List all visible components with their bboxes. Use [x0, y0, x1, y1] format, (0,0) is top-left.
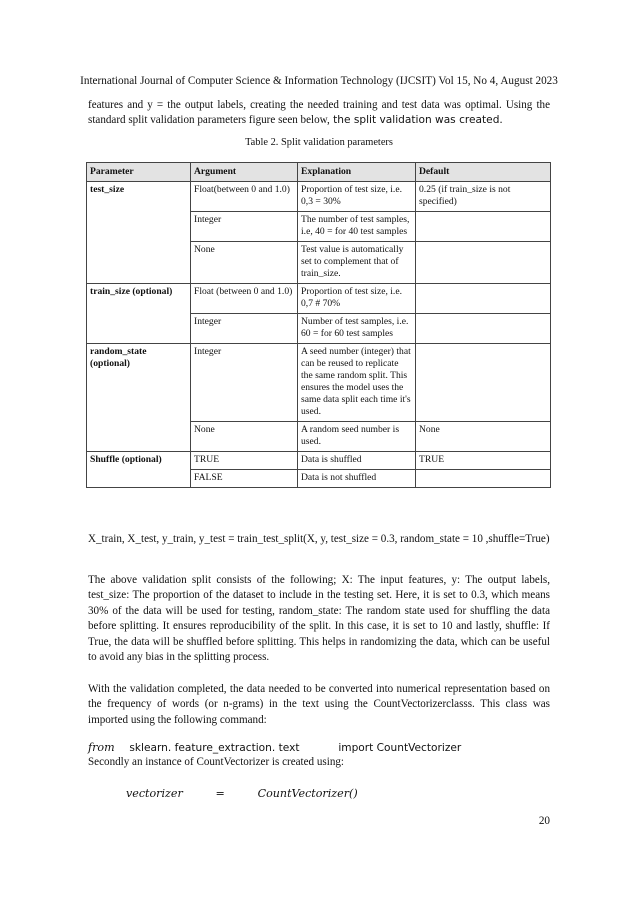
- table-cell: Test value is automatically set to complement that of train_size.: [298, 242, 416, 284]
- import-module: sklearn. feature_extraction. text: [129, 742, 300, 754]
- table-cell: Proportion of test size, i.e. 0,3 = 30%: [298, 182, 416, 212]
- table-cell: A random seed number is used.: [298, 422, 416, 452]
- table-cell: Float (between 0 and 1.0): [191, 284, 298, 314]
- table-cell: Proportion of test size, i.e. 0,7 # 70%: [298, 284, 416, 314]
- secondly-line: Secondly an instance of CountVectorizer is created using:: [88, 756, 345, 768]
- table-cell: [416, 212, 551, 242]
- table-cell: [416, 344, 551, 422]
- param-random-state: random_state (optional): [87, 344, 191, 452]
- table-cell: None: [416, 422, 551, 452]
- table-caption: Table 2. Split validation parameters: [245, 137, 393, 148]
- table-cell: Data is shuffled: [298, 452, 416, 470]
- import-class: import CountVectorizer: [338, 742, 462, 754]
- intro-line-2b: the split validation was created.: [329, 114, 503, 127]
- table-cell: Number of test samples, i.e. 60 = for 60 test samples: [298, 314, 416, 344]
- intro-line-2a: the standard split validation parameters figure seen below,: [88, 99, 550, 127]
- vectorizer-rhs: CountVectorizer(): [257, 787, 358, 800]
- table-row: [87, 284, 551, 314]
- import-from: from: [88, 741, 115, 754]
- table-cell: TRUE: [191, 452, 298, 470]
- header-argument: Argument: [191, 163, 298, 182]
- table-cell: None: [191, 242, 298, 284]
- intro-paragraph: [88, 98, 550, 129]
- table-cell: TRUE: [416, 452, 551, 470]
- split-validation-table: [86, 162, 551, 488]
- code-example-line: X_train, X_test, y_train, y_test = train_test_split(X, y, test_size = 0.3, random_state = 10 ,shuffle=True): [88, 533, 550, 545]
- table-cell: The number of test samples, i.e, 40 = for 40 test samples: [298, 212, 416, 242]
- header-explanation: Explanation: [298, 163, 416, 182]
- table-cell: Integer: [191, 344, 298, 422]
- table-cell: [416, 284, 551, 314]
- header-parameter: Parameter: [87, 163, 191, 182]
- vectorizer-eq: =: [215, 787, 225, 800]
- vectorizer-lhs: vectorizer: [126, 787, 183, 800]
- param-shuffle: Shuffle (optional): [87, 452, 191, 488]
- table-cell: Float(between 0 and 1.0): [191, 182, 298, 212]
- table-cell: Integer: [191, 212, 298, 242]
- vectorizer-paragraph: With the validation completed, the data needed to be converted into numerical representation based on the frequency of words (or n-grams) in the text using the CountVectorizerclasss. This class was imported using the following command:: [88, 683, 550, 726]
- table-row: [87, 182, 551, 212]
- table-cell: Data is not shuffled: [298, 470, 416, 488]
- header-default: Default: [416, 163, 551, 182]
- page-number: 20: [538, 815, 550, 827]
- table-cell: FALSE: [191, 470, 298, 488]
- table-cell: Integer: [191, 314, 298, 344]
- table-row: [87, 344, 551, 422]
- table-cell: [416, 314, 551, 344]
- table-cell: 0.25 (if train_size is not specified): [416, 182, 551, 212]
- table-cell: A seed number (integer) that can be reused to replicate the same random split. This ensures the model uses the same data split each time it's used.: [298, 344, 416, 422]
- table-cell: [416, 470, 551, 488]
- vectorizer-assignment: [126, 787, 358, 800]
- table-cell: [416, 242, 551, 284]
- table-row: [87, 452, 551, 470]
- validation-paragraph: The above validation split consists of the following; X: The input features, y: The output labels, test_size: The proportion of the dataset to include in the testing set. Here, it is set to 0.3, which means 30% of the data will be used for testing, random_state: The random state used for shuffling the data before splitting. It ensures reproducibility of the split. In this case, it is set to 10 and lastly, shuffle: If True, the data will be shuffled before splitting. This helps in randomizing the data, which can be useful to avoid any bias in the splitting process.: [88, 574, 550, 664]
- param-test-size: test_size: [87, 182, 191, 284]
- param-train-size: train_size (optional): [87, 284, 191, 344]
- intro-line-1: features and y = the output labels, creating the needed training and test data was optimal. Using: [88, 99, 533, 111]
- table-cell: None: [191, 422, 298, 452]
- table-header-row: [87, 163, 551, 182]
- journal-header: International Journal of Computer Science & Information Technology (IJCSIT) Vol 15, No 4, August 2023: [80, 75, 558, 87]
- import-line: [88, 741, 461, 754]
